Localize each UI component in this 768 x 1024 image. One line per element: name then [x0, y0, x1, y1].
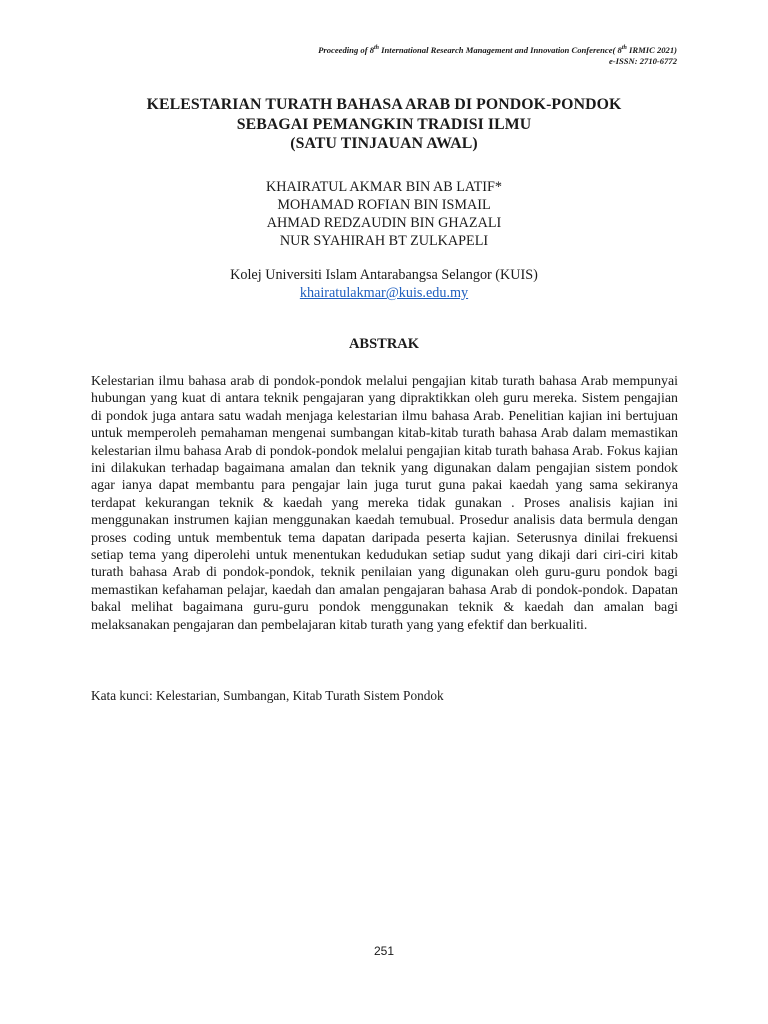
- email-link[interactable]: khairatulakmar@kuis.edu.my: [299, 285, 469, 301]
- running-head-line1: Proceeding of 8th International Research Management and Innovation Conference( 8th IRMIC 2021): [318, 45, 677, 55]
- abstract-text: Kelestarian ilmu bahasa arab di pondok-pondok melalui pengajian kitab turath bahasa Arab mempunyai hubungan yang kuat di antara teknik pengajaran yang dipraktikkan oleh guru mereka. Sistem pengajian di pondok juga antara satu wadah menjaga kelestarian ilmu bahasa Arab. Penelitian kajian ini bertujuan untuk memperoleh pemahaman mengenai sumbangan kitab-kitab turath bahasa Arab dalam memastikan kelestarian ilmu bahasa Arab di pondok-pondok melalui pengajian kitab turath bahasa Arab. Fokus kajian ini dilakukan terhadap bagaimana amalan dan teknik yang digunakan dalam pengajian sistem pondok agar ianya dapat membantu para pengajar lain juga turut guna pakai kaedah yang sama sekiranya terdapat kekurangan teknik & kaedah yang mereka tidak gunakan . Proses analisis kajian ini menggunakan instrumen kajian menggunakan kaedah temubual. Prosedur analisis data bermula dengan proses coding untuk membentuk tema dapatan daripada peserta kajian. Seterusnya dinilai frekuensi setiap tema yang diperolehi untuk menentukan kedudukan setiap sudut yang dikaji dari ciri-ciri kitab turath bahasa Arab di pondok-pondok, teknik penilaian yang digunakan oleh guru-guru pondok bagi memastikan kefahaman pelajar, kaedah dan amalan pengajaran bahasa Arab di pondok-pondok. Dapatan bakal melihat bagaimana guru-guru pondok menggunakan teknik & kaedah dan amalan bagi melaksanakan pengajaran dan pembelajaran kitab turath yang yang efektif dan berkualiti.: [91, 374, 678, 633]
- author-name: NUR SYAHIRAH BT ZULKAPELI: [279, 233, 489, 249]
- keywords: Kata kunci: Kelestarian, Sumbangan, Kitab Turath Sistem Pondok: [91, 688, 444, 703]
- paper-title: [0, 95, 768, 154]
- title-line-1: KELESTARIAN TURATH BAHASA ARAB DI PONDOK-PONDOK: [146, 96, 622, 113]
- author-name: KHAIRATUL AKMAR BIN AB LATIF*: [266, 179, 502, 195]
- title-line-2: SEBAGAI PEMANGKIN TRADISI ILMU: [236, 115, 532, 133]
- author-name: MOHAMAD ROFIAN BIN ISMAIL: [277, 197, 491, 213]
- author-name: AHMAD REDZAUDIN BIN GHAZALI: [266, 215, 502, 231]
- title-line-3: (SATU TINJAUAN AWAL): [290, 135, 478, 152]
- page-number: 251: [373, 944, 395, 958]
- abstract-heading: ABSTRAK: [348, 336, 420, 352]
- institution-name: Kolej Universiti Islam Antarabangsa Selangor (KUIS): [230, 267, 538, 283]
- running-head: [318, 45, 677, 67]
- author-list: [0, 178, 768, 250]
- running-head-issn: e-ISSN: 2710-6772: [608, 56, 677, 66]
- affiliation: [0, 266, 768, 302]
